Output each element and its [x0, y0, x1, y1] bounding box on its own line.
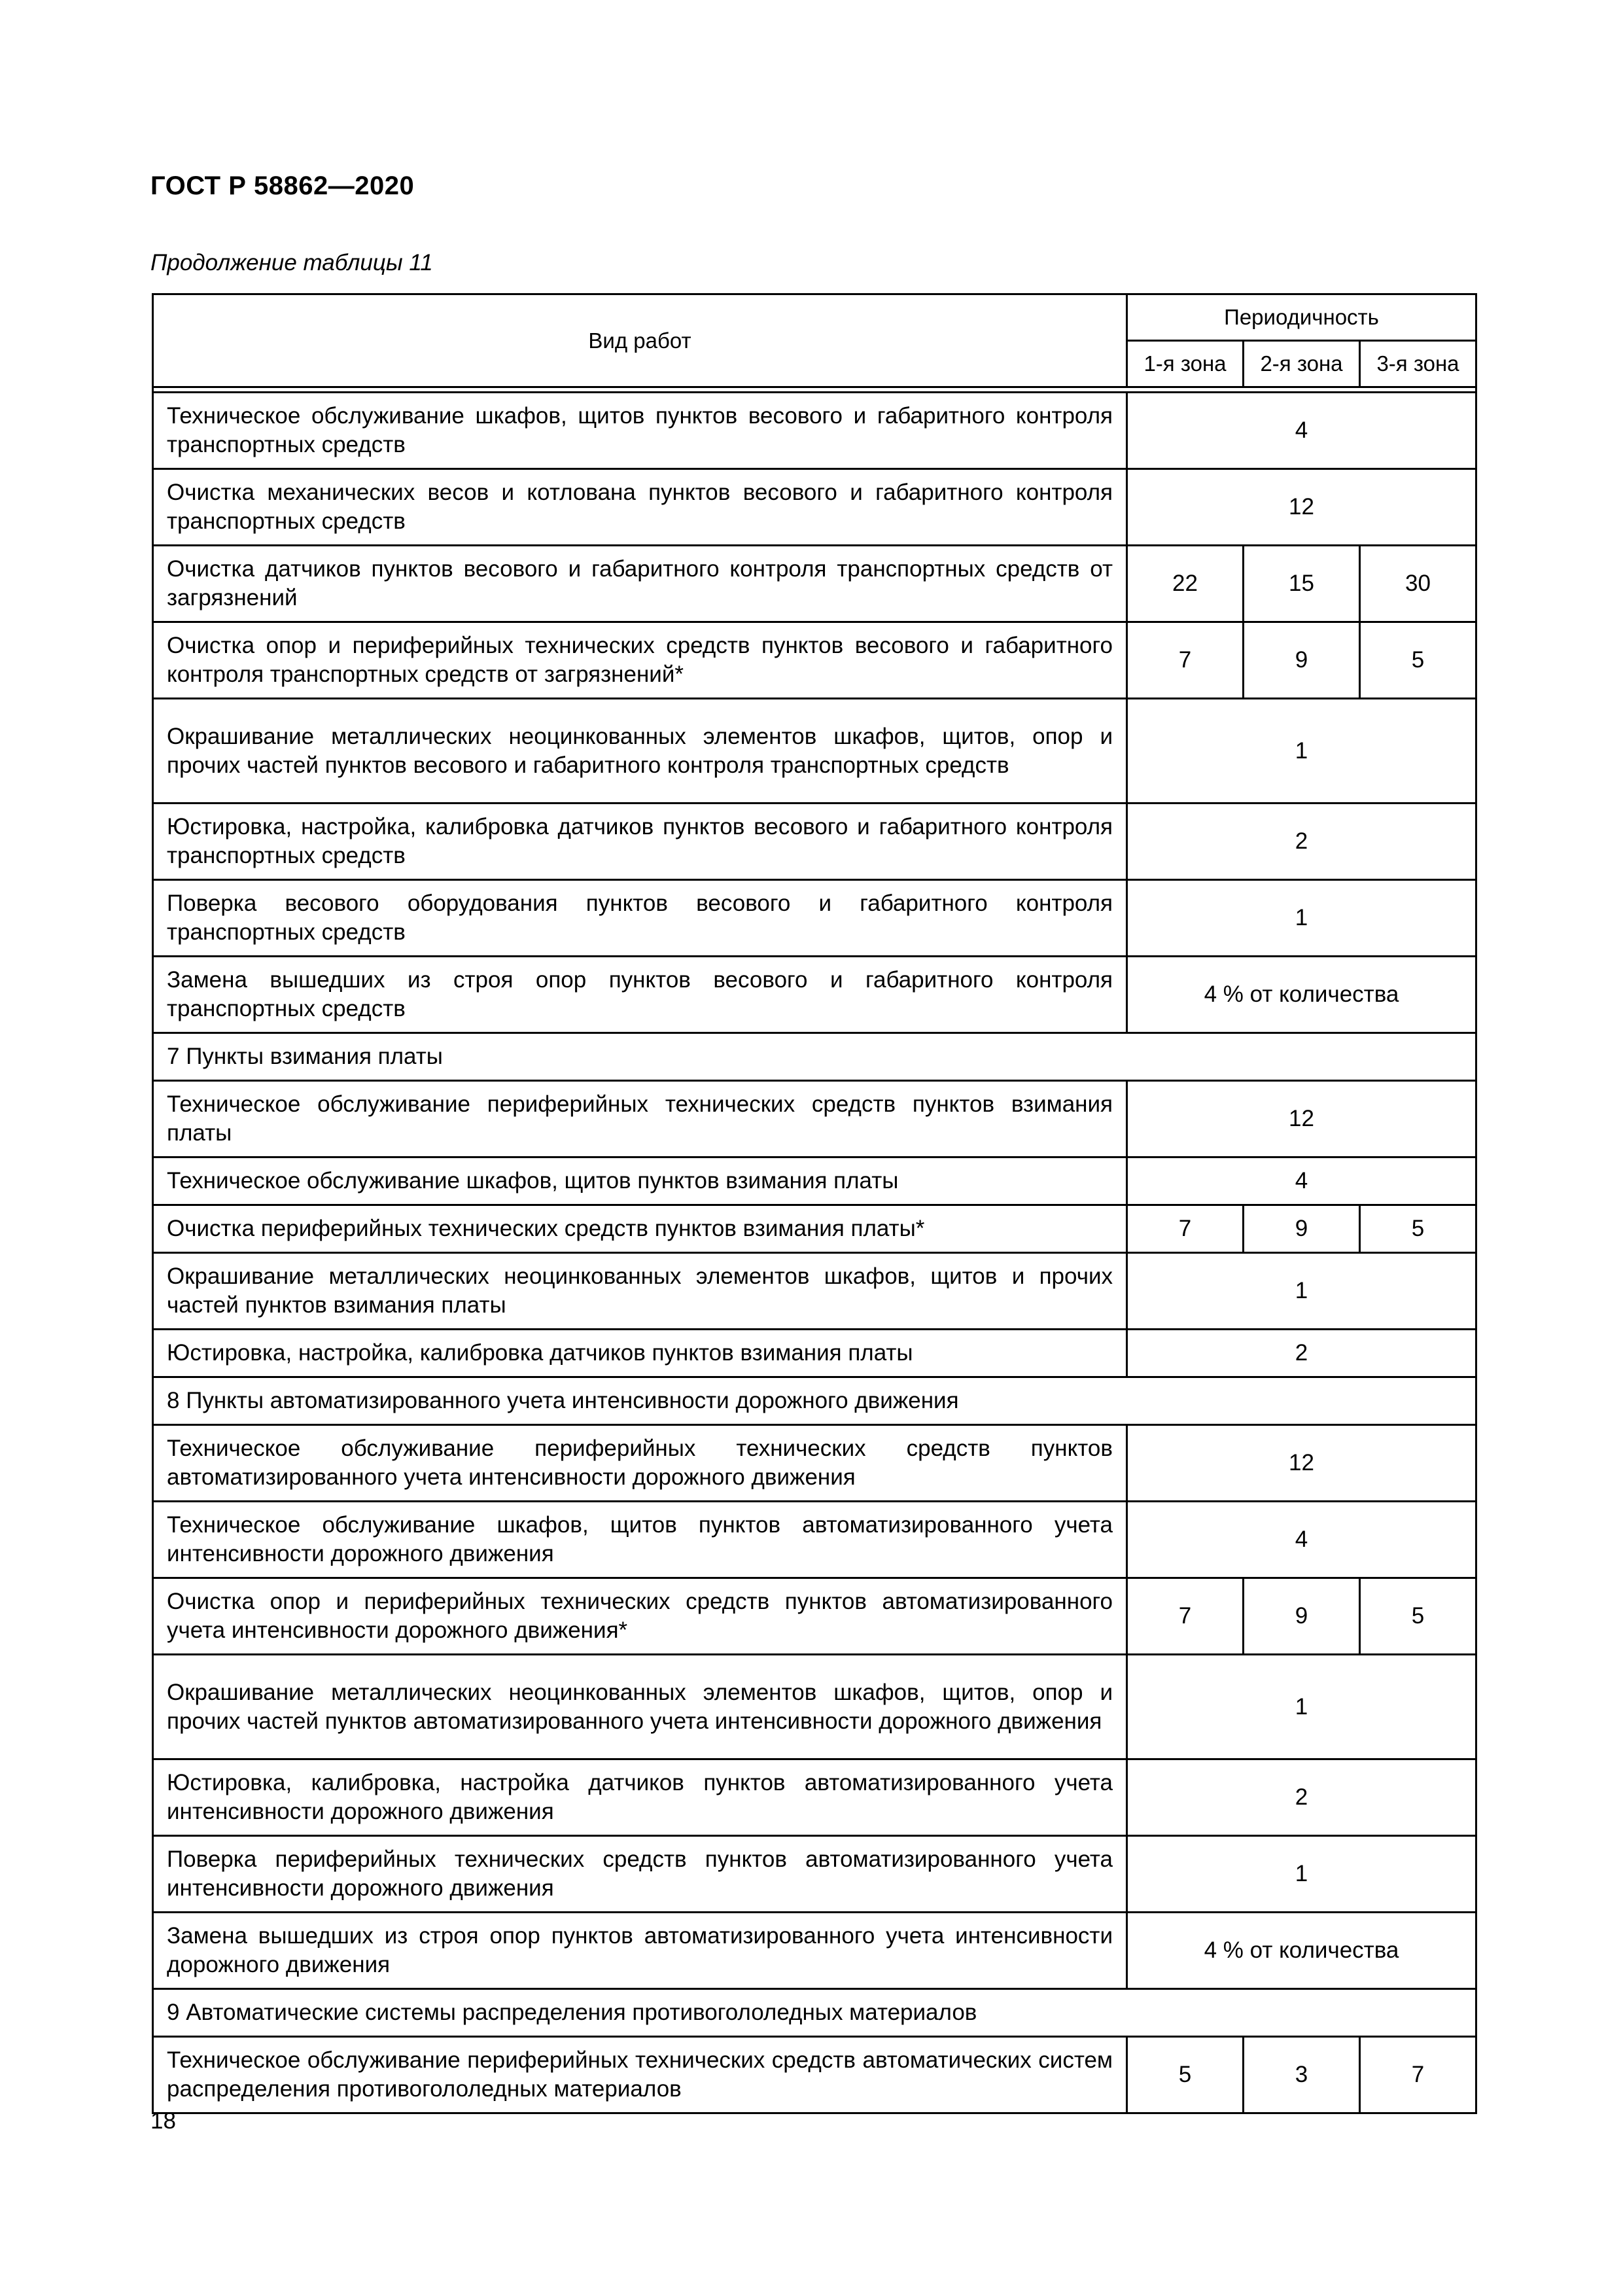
periodicity-all-zones: 12	[1127, 1081, 1476, 1157]
periodicity-all-zones: 1	[1127, 1253, 1476, 1330]
section-row	[153, 1377, 1476, 1425]
periodicity-zone-2: 3	[1244, 2037, 1360, 2113]
header-zone-3: 3-я зона	[1360, 341, 1476, 387]
table-row	[153, 393, 1476, 469]
work-description: Очистка периферийных технических средств пунктов взимания платы*	[153, 1205, 1127, 1253]
work-description: Юстировка, калибровка, настройка датчиков пунктов автоматизированного учета интенсивности дорожного движения	[153, 1759, 1127, 1836]
table-row	[153, 957, 1476, 1033]
table-row	[153, 622, 1476, 699]
periodicity-all-zones: 1	[1127, 699, 1476, 804]
periodicity-zone-2: 9	[1244, 622, 1360, 699]
table-row	[153, 880, 1476, 957]
table-row	[153, 1913, 1476, 1989]
table-row	[153, 1253, 1476, 1330]
periodicity-all-zones: 2	[1127, 1330, 1476, 1377]
table-row	[153, 1425, 1476, 1502]
periodicity-all-zones: 2	[1127, 1759, 1476, 1836]
work-description: Техническое обслуживание периферийных технических средств пунктов взимания платы	[153, 1081, 1127, 1157]
periodicity-table	[152, 293, 1477, 2114]
table-row	[153, 1759, 1476, 1836]
work-description: Техническое обслуживание шкафов, щитов пунктов автоматизированного учета интенсивности дорожного движения	[153, 1502, 1127, 1578]
periodicity-all-zones: 4	[1127, 1157, 1476, 1205]
table-row	[153, 1081, 1476, 1157]
work-description: Окрашивание металлических неоцинкованных элементов шкафов, щитов, опор и прочих частей пунктов автоматизированного учета интенсивности дорожного движения	[153, 1655, 1127, 1759]
periodicity-zone-2: 15	[1244, 546, 1360, 622]
table-row	[153, 804, 1476, 880]
periodicity-all-zones: 12	[1127, 1425, 1476, 1502]
periodicity-zone-3: 7	[1360, 2037, 1476, 2113]
table-row	[153, 2037, 1476, 2113]
periodicity-zone-3: 30	[1360, 546, 1476, 622]
work-description: Замена вышедших из строя опор пунктов весового и габаритного контроля транспортных средств	[153, 957, 1127, 1033]
periodicity-zone-2: 9	[1244, 1205, 1360, 1253]
periodicity-zone-1: 7	[1127, 1205, 1244, 1253]
table-row	[153, 1655, 1476, 1759]
work-description: Замена вышедших из строя опор пунктов автоматизированного учета интенсивности дорожного движения	[153, 1913, 1127, 1989]
table-row	[153, 1205, 1476, 1253]
header-zone-1: 1-я зона	[1127, 341, 1244, 387]
periodicity-all-zones: 4	[1127, 1502, 1476, 1578]
periodicity-all-zones: 1	[1127, 1836, 1476, 1913]
periodicity-all-zones: 4 % от количества	[1127, 1913, 1476, 1989]
work-description: Поверка периферийных технических средств пунктов автоматизированного учета интенсивности дорожного движения	[153, 1836, 1127, 1913]
work-description: Окрашивание металлических неоцинкованных элементов шкафов, щитов, опор и прочих частей пунктов весового и габаритного контроля транспортных средств	[153, 699, 1127, 804]
table-row	[153, 699, 1476, 804]
periodicity-zone-1: 7	[1127, 622, 1244, 699]
work-description: Окрашивание металлических неоцинкованных элементов шкафов, щитов и прочих частей пунктов взимания платы	[153, 1253, 1127, 1330]
table-row	[153, 1578, 1476, 1655]
header-separator	[153, 387, 1476, 393]
section-title: 9 Автоматические системы распределения противогололедных материалов	[153, 1989, 1476, 2037]
header-zone-2: 2-я зона	[1244, 341, 1360, 387]
page-number: 18	[150, 2108, 176, 2134]
periodicity-all-zones: 2	[1127, 804, 1476, 880]
periodicity-all-zones: 4 % от количества	[1127, 957, 1476, 1033]
work-description: Техническое обслуживание шкафов, щитов пунктов весового и габаритного контроля транспортных средств	[153, 393, 1127, 469]
periodicity-zone-1: 5	[1127, 2037, 1244, 2113]
table-row	[153, 1330, 1476, 1377]
periodicity-all-zones: 12	[1127, 469, 1476, 546]
work-description: Техническое обслуживание шкафов, щитов пунктов взимания платы	[153, 1157, 1127, 1205]
periodicity-zone-3: 5	[1360, 622, 1476, 699]
work-description: Поверка весового оборудования пунктов весового и габаритного контроля транспортных средств	[153, 880, 1127, 957]
periodicity-zone-3: 5	[1360, 1578, 1476, 1655]
table-row	[153, 1157, 1476, 1205]
work-description: Очистка механических весов и котлована пунктов весового и габаритного контроля транспортных средств	[153, 469, 1127, 546]
periodicity-zone-1: 22	[1127, 546, 1244, 622]
work-description: Техническое обслуживание периферийных технических средств автоматических систем распределения противогололедных материалов	[153, 2037, 1127, 2113]
work-description: Техническое обслуживание периферийных технических средств пунктов автоматизированного учета интенсивности дорожного движения	[153, 1425, 1127, 1502]
table-row	[153, 1836, 1476, 1913]
section-title: 8 Пункты автоматизированного учета интенсивности дорожного движения	[153, 1377, 1476, 1425]
periodicity-all-zones: 1	[1127, 880, 1476, 957]
periodicity-zone-2: 9	[1244, 1578, 1360, 1655]
section-row	[153, 1033, 1476, 1081]
table-row	[153, 1502, 1476, 1578]
work-description: Очистка датчиков пунктов весового и габаритного контроля транспортных средств от загрязнений	[153, 546, 1127, 622]
document-header: ГОСТ Р 58862—2020	[150, 171, 415, 200]
work-description: Юстировка, настройка, калибровка датчиков пунктов взимания платы	[153, 1330, 1127, 1377]
work-description: Очистка опор и периферийных технических средств пунктов весового и габаритного контроля транспортных средств от загрязнений*	[153, 622, 1127, 699]
header-work-type: Вид работ	[153, 294, 1127, 387]
periodicity-zone-1: 7	[1127, 1578, 1244, 1655]
table-row	[153, 469, 1476, 546]
section-title: 7 Пункты взимания платы	[153, 1033, 1476, 1081]
header-periodicity: Периодичность	[1127, 294, 1476, 341]
periodicity-all-zones: 4	[1127, 393, 1476, 469]
section-row	[153, 1989, 1476, 2037]
table-body	[153, 387, 1476, 2113]
work-description: Очистка опор и периферийных технических средств пунктов автоматизированного учета интенсивности дорожного движения*	[153, 1578, 1127, 1655]
table-row	[153, 546, 1476, 622]
periodicity-zone-3: 5	[1360, 1205, 1476, 1253]
periodicity-all-zones: 1	[1127, 1655, 1476, 1759]
table-caption: Продолжение таблицы 11	[150, 250, 433, 275]
work-description: Юстировка, настройка, калибровка датчиков пунктов весового и габаритного контроля транспортных средств	[153, 804, 1127, 880]
